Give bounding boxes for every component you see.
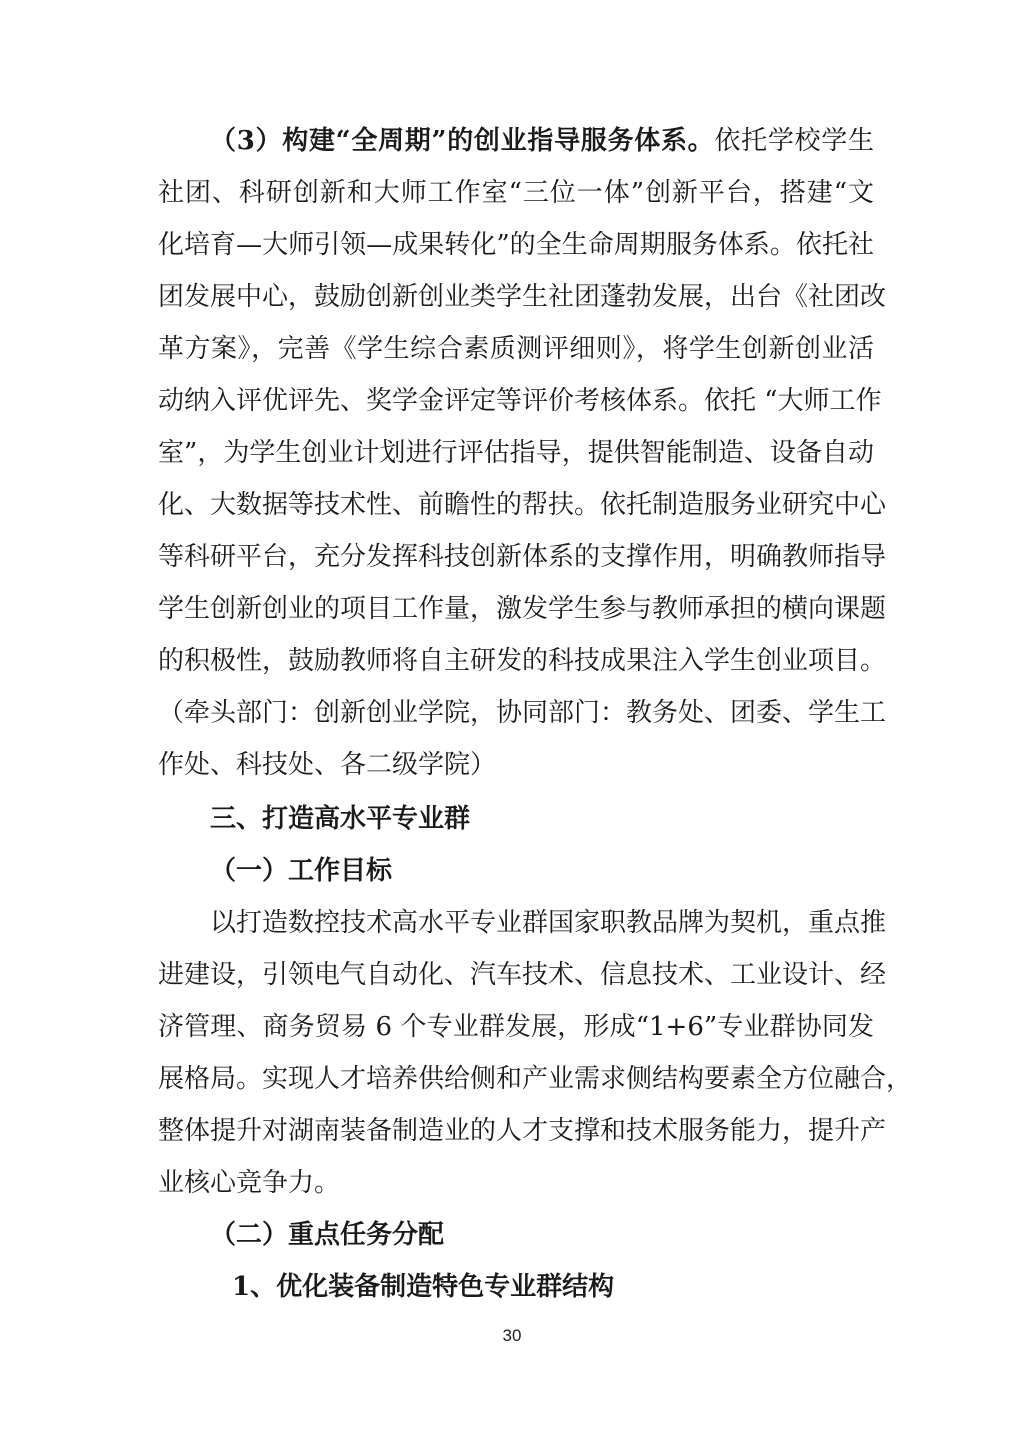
goal-line: 业核心竞争力。 (158, 1168, 341, 1198)
section3-lead-rest: 依托学校学生 (714, 126, 874, 156)
section3-line: 化培育—大师引领—成果转化”的全生命周期服务体系。依托社 (158, 230, 874, 260)
goal-line: 展格局。实现人才培养供给侧和产业需求侧结构要素全方位融合， (158, 1064, 913, 1094)
section3-lead-bold: （3）构建“全周期”的创业指导服务体系。 (210, 126, 715, 156)
goal-line: 济管理、商务贸易 6 个专业群发展，形成“1+6”专业群协同发 (158, 1012, 874, 1042)
section3-line: （牵头部门：创新创业学院，协同部门：教务处、团委、学生工 (158, 698, 887, 728)
section3-line: 动纳入评优评先、奖学金评定等评价考核体系。依托 “大师工作 (158, 386, 882, 416)
page-number: 30 (502, 1326, 522, 1345)
section3-line: 室”，为学生创业计划进行评估指导，提供智能制造、设备自动 (158, 438, 874, 468)
subheading-key-tasks: （二）重点任务分配 (210, 1220, 445, 1250)
goal-line: 进建设，引领电气自动化、汽车技术、信息技术、工业设计、经 (158, 960, 887, 990)
section3-line: 等科研平台，充分发挥科技创新体系的支撑作用，明确教师指导 (158, 542, 887, 572)
section3-line: 革方案》，完善《学生综合素质测评细则》，将学生创新创业活 (158, 334, 874, 364)
section3-line: 团发展中心，鼓励创新创业类学生社团蓬勃发展，出台《社团改 (158, 282, 887, 312)
section3-line: 作处、科技处、各二级学院） (158, 750, 497, 780)
subheading-work-goal: （一）工作目标 (210, 856, 393, 886)
goal-line: 以打造数控技术高水平专业群国家职教品牌为契机，重点推 (210, 908, 887, 938)
section3-line: 社团、科研创新和大师工作室“三位一体”创新平台，搭建“文 (158, 178, 874, 208)
section3-line: 化、大数据等技术性、前瞻性的帮扶。依托制造服务业研究中心 (158, 490, 887, 520)
task-heading-1: 1、优化装备制造特色专业群结构 (232, 1272, 615, 1302)
section3-first-line (210, 123, 874, 159)
section3-line: 学生创新创业的项目工作量，激发学生参与教师承担的横向课题 (158, 594, 887, 624)
goal-line: 整体提升对湖南装备制造业的人才支撑和技术服务能力，提升产 (158, 1116, 887, 1146)
chapter-heading: 三、打造高水平专业群 (210, 804, 471, 834)
section3-line: 的积极性，鼓励教师将自主研发的科技成果注入学生创业项目。 (158, 646, 887, 676)
